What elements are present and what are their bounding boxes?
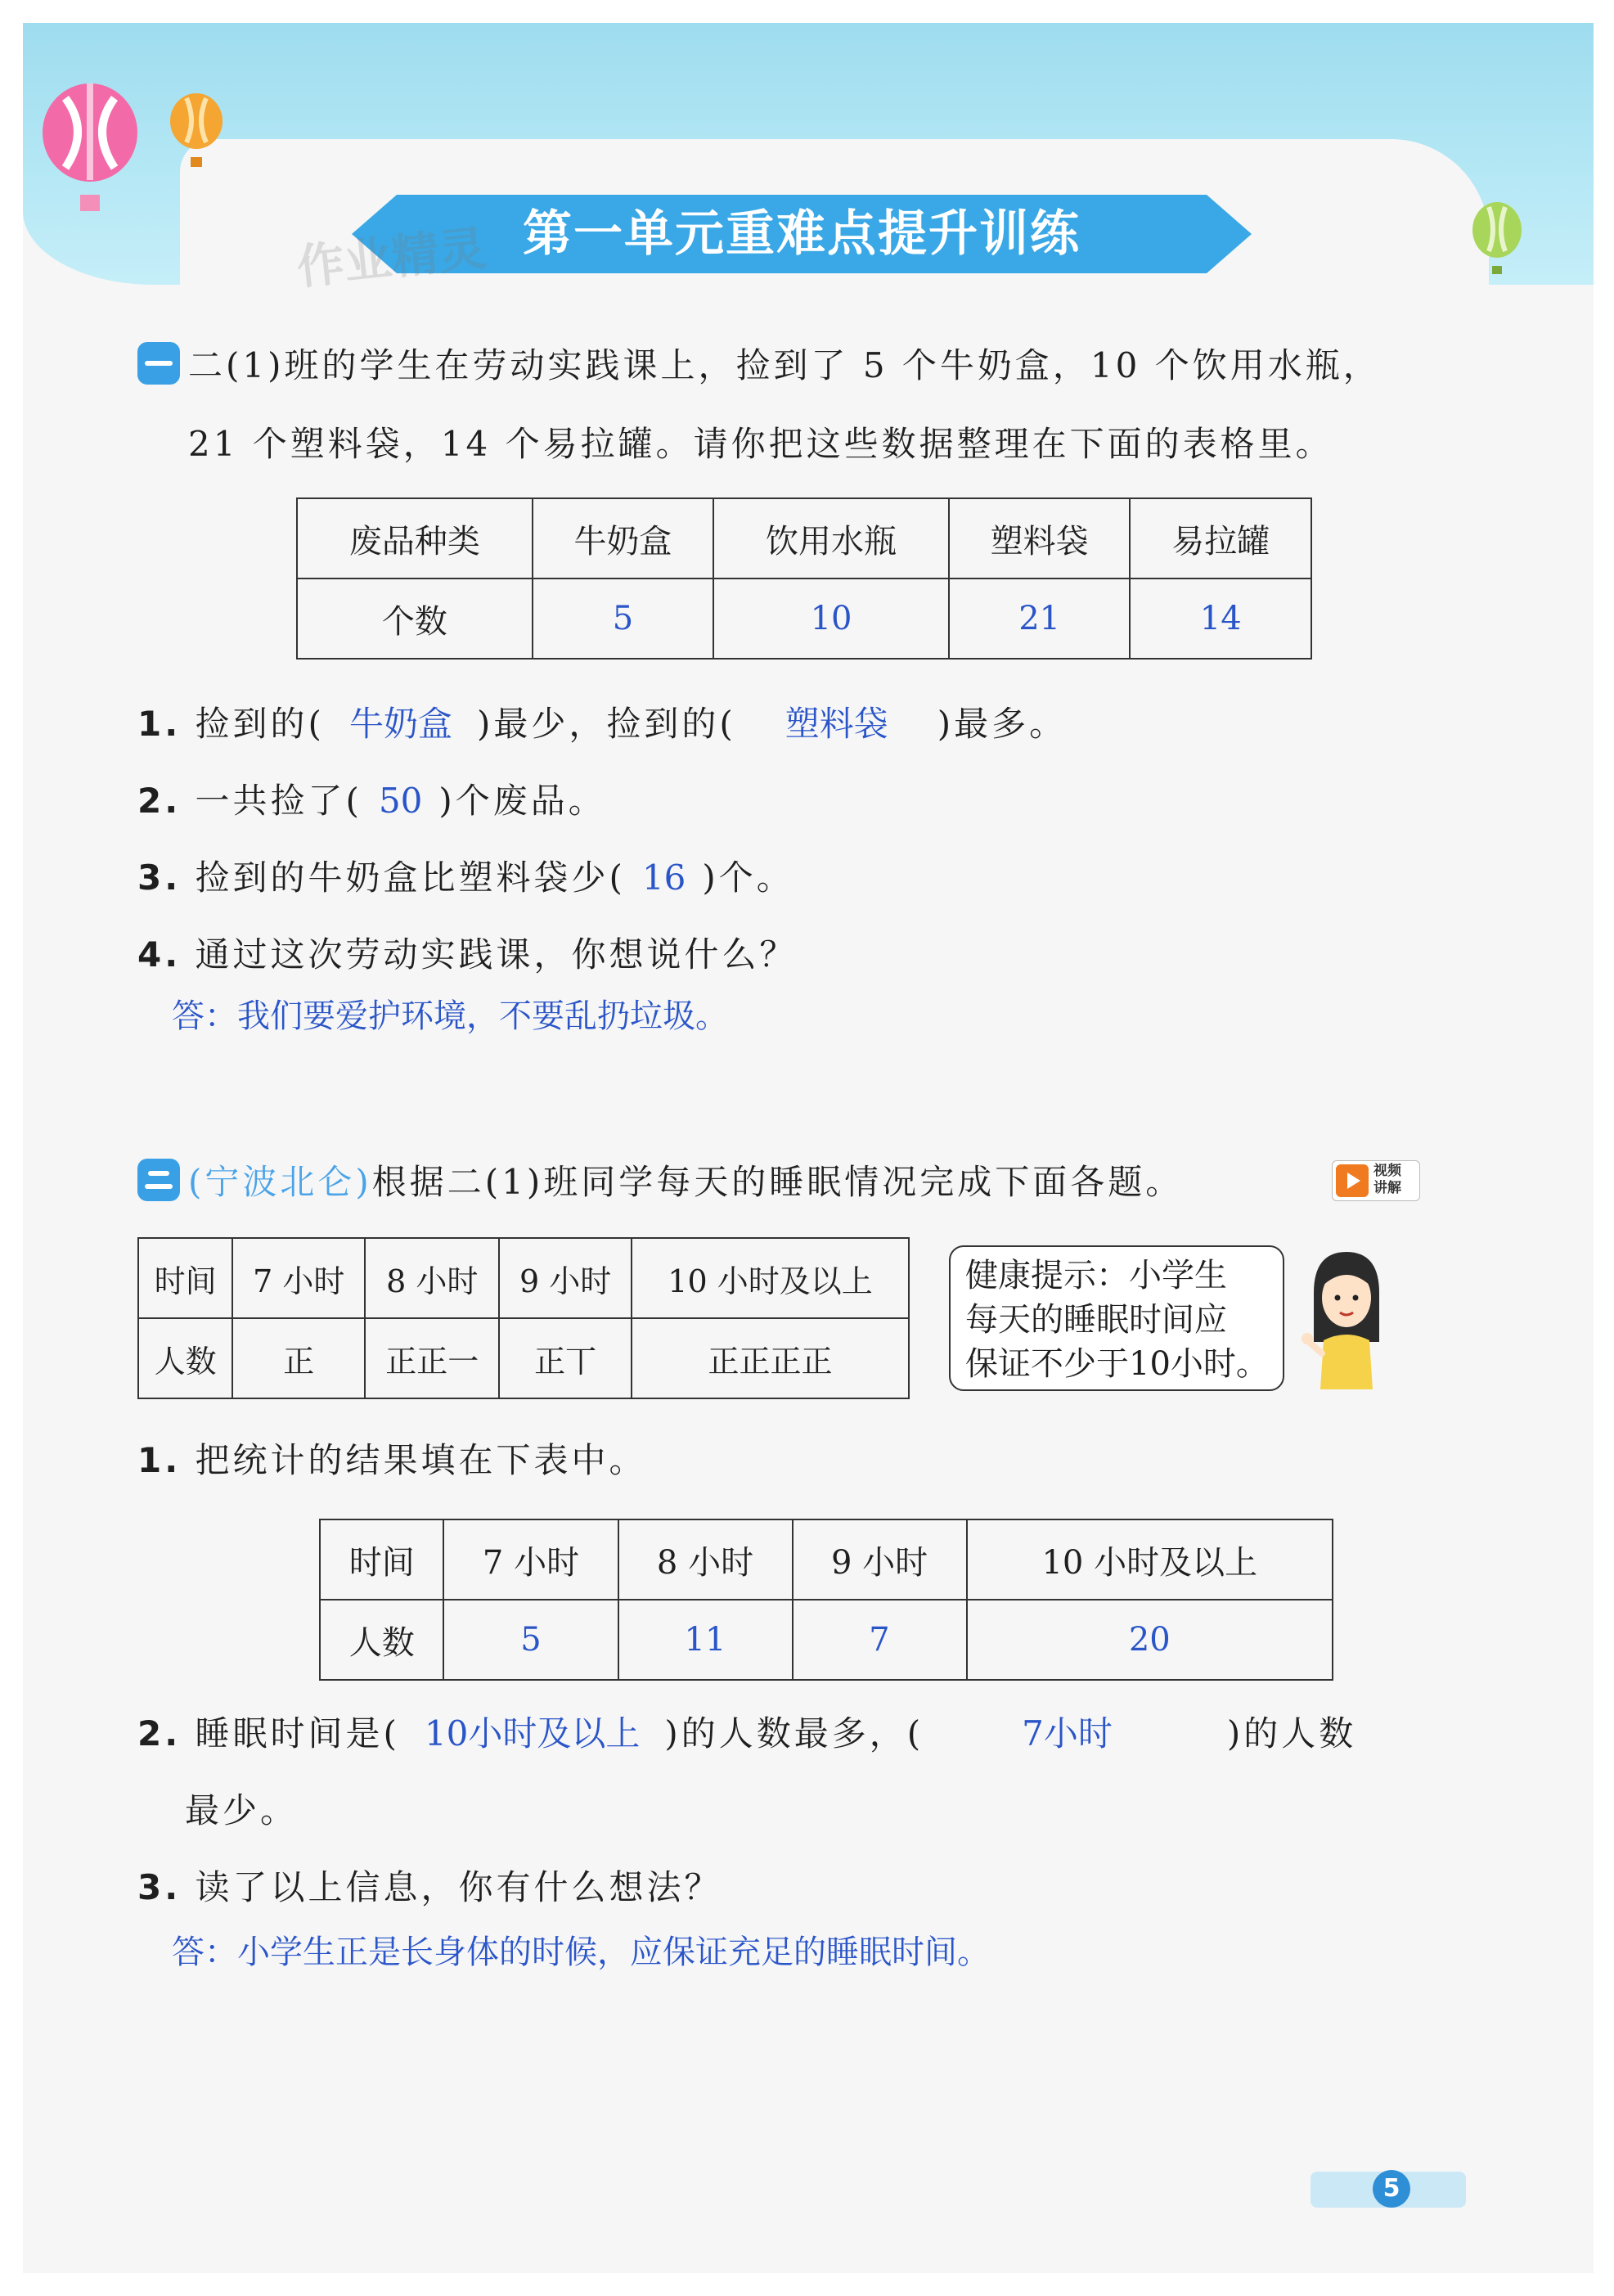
sub-number: 3. [137,858,182,898]
answer-field[interactable]: 11 [618,1600,793,1680]
q2-sub-3: 3. 读了以上信息，你有什么想法？ [137,1867,722,1907]
q2-sub-2-cont: 最少。 [185,1790,299,1830]
q2-sub-2: 2. 睡眠时间是( 10小时及以上 )的人数最多，( 7小时 )的人数 [137,1713,1357,1754]
answer-field[interactable]: 5 [533,579,714,659]
q1-sub-3: 3. 捡到的牛奶盒比塑料袋少( 16 )个。 [137,858,794,898]
q1-sub-1: 1. 捡到的( 牛奶盒 )最少，捡到的( 塑料袋 )最多。 [137,704,1068,744]
answer-field[interactable]: 10小时及以上 [424,1713,641,1754]
table-header-cell: 7 小时 [443,1519,618,1600]
q1-intro-line2: 21 个塑料袋，14 个易拉罐。请你把这些数据整理在下面的表格里。 [188,424,1333,464]
table-header-cell: 10 小时及以上 [967,1519,1333,1600]
table-header-cell: 9 小时 [793,1519,967,1600]
hot-air-balloon-orange-icon [164,92,229,173]
answer-field[interactable]: 牛奶盒 [348,704,452,744]
table-header-cell: 时间 [138,1238,232,1318]
table-header-cell: 8 小时 [365,1238,499,1318]
page-title: 第一单元重难点提升训练 [523,205,1081,263]
table-header-cell: 10 小时及以上 [632,1238,909,1318]
page-number: 5 [1373,2170,1410,2208]
q1-answer-text[interactable]: 答：我们要爱护环境，不要乱扔垃圾。 [172,997,728,1035]
health-tip-bubble: 健康提示：小学生 每天的睡眠时间应 保证不少于10小时。 [949,1245,1284,1391]
answer-field[interactable]: 50 [378,781,423,821]
q2-answer-text[interactable]: 答：小学生正是长身体的时候，应保证充足的睡眠时间。 [172,1934,990,1971]
girl-character-illustration [1299,1244,1389,1391]
table-header-cell: 废品种类 [297,498,533,579]
table-header-cell: 牛奶盒 [533,498,714,579]
table-header-cell: 时间 [320,1519,443,1600]
answer-field[interactable]: 7 [793,1600,967,1680]
tally-marks: 正 [232,1318,365,1398]
q1-intro-line1: 二(1)班的学生在劳动实践课上，捡到了 5 个牛奶盒，10 个饮用水瓶， [188,345,1381,385]
q1-sub-2: 2. 一共捡了( 50 )个废品。 [137,781,606,821]
q1-sub-4: 4. 通过这次劳动实践课，你想说什么？ [137,934,798,975]
q2-result-table [319,1519,1333,1681]
sub-number: 2. [137,1713,182,1754]
table-header-cell: 9 小时 [499,1238,632,1318]
answer-field[interactable]: 21 [949,579,1131,659]
tally-marks: 正正正正 [632,1318,909,1398]
play-icon [1336,1164,1369,1197]
answer-field[interactable]: 5 [443,1600,618,1680]
video-explanation-button[interactable]: 视频 讲解 [1332,1160,1420,1201]
region-tag: (宁波北仑) [188,1162,372,1202]
table-header-cell: 7 小时 [232,1238,365,1318]
q2-tally-table [137,1237,910,1399]
table-row-label: 人数 [320,1600,443,1680]
sub-number: 3. [137,1867,182,1907]
q2-intro: (宁波北仑)根据二(1)班同学每天的睡眠情况完成下面各题。 [188,1162,1184,1202]
answer-field[interactable]: 14 [1130,579,1311,659]
answer-field[interactable]: 20 [967,1600,1333,1680]
sub-number: 2. [137,781,182,821]
question-2-badge [137,1159,180,1201]
answer-field[interactable]: 16 [641,858,686,898]
answer-field[interactable]: 10 [713,579,949,659]
question-1-badge [137,342,180,385]
hot-air-balloon-pink-icon [33,82,147,221]
table-header-cell: 8 小时 [618,1519,793,1600]
watermark: 作业精灵 [294,220,489,295]
hot-air-balloon-green-icon [1464,200,1530,282]
tally-marks: 正正一 [365,1318,499,1398]
answer-field[interactable]: 塑料袋 [785,704,888,744]
q2-sub-1: 1. 把统计的结果填在下表中。 [137,1440,647,1480]
table-row-label: 人数 [138,1318,232,1398]
sub-number: 4. [137,934,182,975]
q1-data-table [296,497,1312,660]
answer-field[interactable]: 7小时 [1022,1713,1113,1754]
tally-marks: 正丅 [499,1318,632,1398]
table-header-cell: 塑料袋 [949,498,1131,579]
sub-number: 1. [137,704,182,744]
table-header-cell: 饮用水瓶 [713,498,949,579]
sub-number: 1. [137,1440,182,1480]
table-header-cell: 易拉罐 [1130,498,1311,579]
table-row-label: 个数 [297,579,533,659]
